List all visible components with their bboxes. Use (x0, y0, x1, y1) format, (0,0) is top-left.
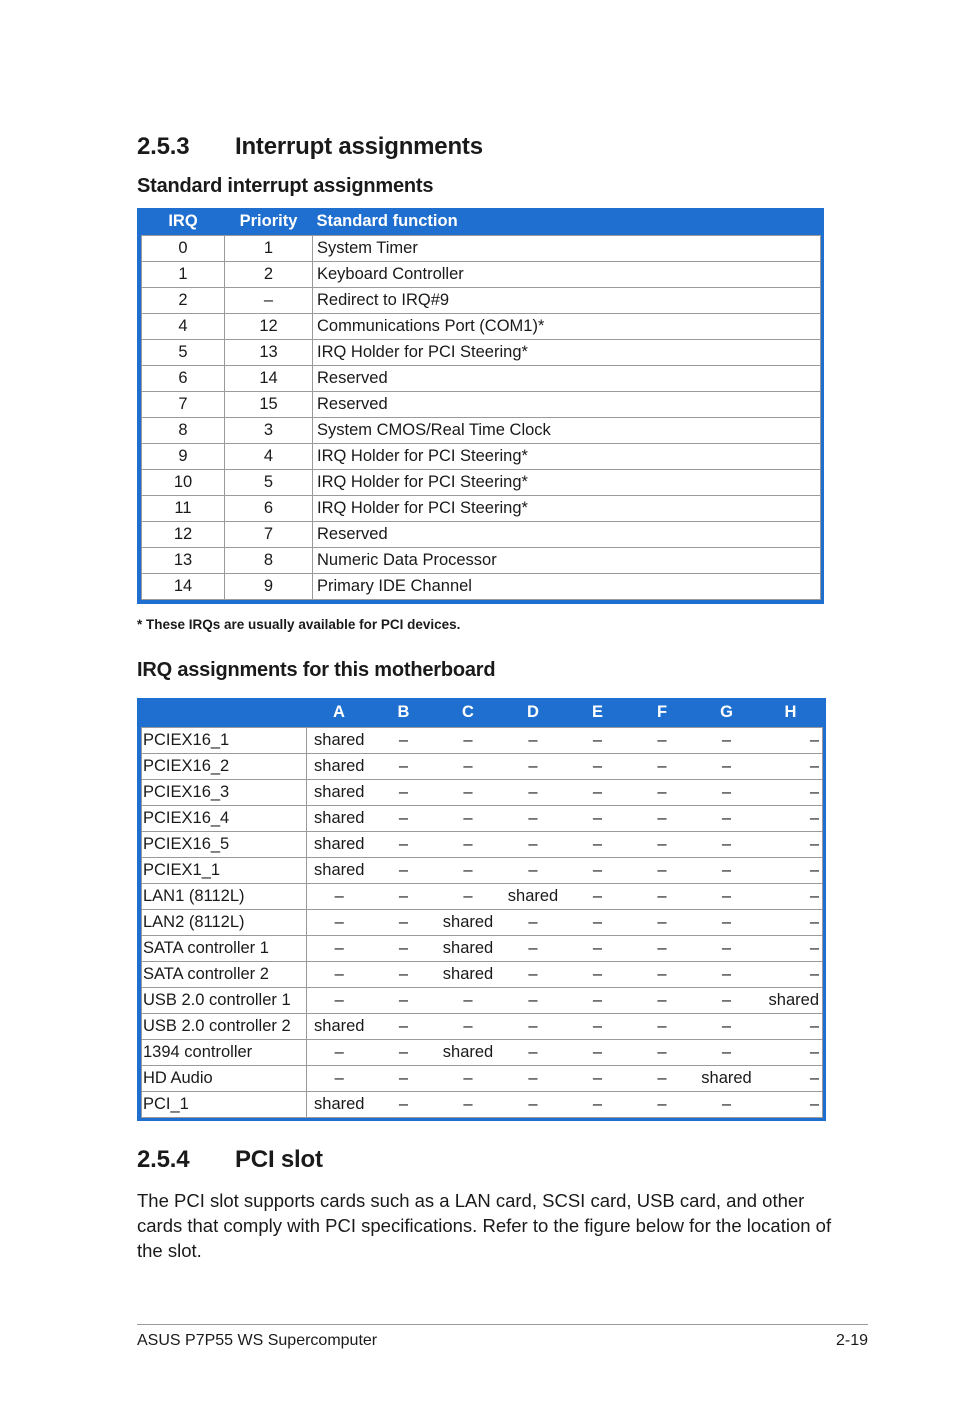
irq-assignment-cell: – (759, 858, 823, 884)
table-row (142, 288, 821, 314)
irq-assignment-cell: – (501, 832, 566, 858)
column-header-int-h: H (784, 703, 797, 721)
section-heading-2-5-4 (137, 1146, 737, 1176)
irq-assignment-cell: – (695, 780, 759, 806)
table-row (142, 988, 823, 1014)
irq-assignment-cell: shared (307, 832, 372, 858)
priority-cell: – (225, 288, 313, 314)
device-name-cell: USB 2.0 controller 1 (142, 988, 307, 1014)
column-header-int-a: A (333, 703, 345, 721)
irq-assignment-cell: – (630, 962, 695, 988)
table-row (142, 522, 821, 548)
irq-assignment-cell: shared (307, 780, 372, 806)
irq-assignment-cell: – (695, 936, 759, 962)
irq-assignment-cell: – (566, 936, 630, 962)
irq-assignment-cell: – (566, 832, 630, 858)
table-row (142, 444, 821, 470)
irq-assignment-cell: – (759, 1014, 823, 1040)
irq-assignment-cell: shared (436, 910, 501, 936)
irq-assignment-cell: – (501, 936, 566, 962)
irq-assignment-cell: – (501, 1014, 566, 1040)
irq-assignment-cell: – (566, 806, 630, 832)
device-name-cell: PCIEX1_1 (142, 858, 307, 884)
device-name-cell: LAN1 (8112L) (142, 884, 307, 910)
irq-assignment-cell: – (566, 1066, 630, 1092)
irq-assignment-cell: – (372, 1014, 436, 1040)
priority-cell: 5 (225, 470, 313, 496)
irq-assignment-cell: – (436, 1014, 501, 1040)
irq-assignment-cell: – (501, 1066, 566, 1092)
function-cell: Keyboard Controller (313, 262, 821, 288)
irq-footnote: * These IRQs are usually available for PCI devices. (137, 617, 461, 632)
function-cell: IRQ Holder for PCI Steering* (313, 444, 821, 470)
irq-assignment-cell: – (566, 754, 630, 780)
irq-assignment-cell: – (501, 780, 566, 806)
irq-assignment-cell: – (372, 780, 436, 806)
irq-assignment-cell: – (759, 832, 823, 858)
irq-assignment-cell: – (759, 1040, 823, 1066)
column-header-int-b: B (397, 703, 410, 721)
table-row (142, 728, 823, 754)
table-row (142, 1040, 823, 1066)
irq-assignment-cell: – (566, 988, 630, 1014)
table-row (142, 418, 821, 444)
function-cell: Reserved (313, 522, 821, 548)
irq-assignment-cell: – (307, 884, 372, 910)
irq-assignment-cell: – (759, 936, 823, 962)
table-row (142, 754, 823, 780)
irq-assignment-cell: – (372, 1040, 436, 1066)
irq-assignment-cell: – (372, 832, 436, 858)
irq-assignment-cell: shared (759, 988, 823, 1014)
irq-assignment-cell: – (695, 728, 759, 754)
table-row (142, 1014, 823, 1040)
irq-assignment-cell: – (630, 858, 695, 884)
irq-assignment-cell: – (436, 988, 501, 1014)
irq-assignment-cell: – (630, 988, 695, 1014)
motherboard-irq-heading: IRQ assignments for this motherboard (137, 659, 496, 681)
standard-interrupt-heading: Standard interrupt assignments (137, 175, 434, 197)
function-cell: IRQ Holder for PCI Steering* (313, 496, 821, 522)
table-row (142, 548, 821, 574)
irq-assignment-cell: – (436, 832, 501, 858)
irq-assignment-cell: – (307, 988, 372, 1014)
irq-assignment-cell: – (630, 832, 695, 858)
irq-assignment-cell: – (759, 884, 823, 910)
irq-assignment-cell: – (630, 780, 695, 806)
irq-assignment-cell: shared (695, 1066, 759, 1092)
irq-assignment-cell: shared (436, 936, 501, 962)
footer-divider (137, 1324, 868, 1325)
irq-assignment-cell: – (436, 754, 501, 780)
motherboard-irq-table (137, 698, 826, 1121)
priority-cell: 13 (225, 340, 313, 366)
priority-cell: 1 (225, 236, 313, 262)
standard-interrupt-table (137, 208, 824, 604)
irq-assignment-cell: – (372, 1066, 436, 1092)
function-cell: Primary IDE Channel (313, 574, 821, 600)
irq-assignment-cell: – (695, 1040, 759, 1066)
section-number: 2.5.4 (137, 1146, 190, 1173)
irq-assignment-cell: – (695, 988, 759, 1014)
priority-cell: 9 (225, 574, 313, 600)
irq-cell: 12 (142, 522, 225, 548)
irq-assignment-cell: – (436, 1092, 501, 1118)
irq-assignment-cell: shared (307, 754, 372, 780)
irq-assignment-cell: – (759, 806, 823, 832)
column-header-priority: Priority (239, 212, 298, 230)
table-row (142, 314, 821, 340)
irq-assignment-cell: – (630, 1040, 695, 1066)
irq-assignment-cell: – (436, 858, 501, 884)
irq-assignment-cell: – (501, 988, 566, 1014)
irq-assignment-cell: – (501, 728, 566, 754)
irq-assignment-cell: – (372, 1092, 436, 1118)
irq-assignment-cell: – (566, 780, 630, 806)
priority-cell: 7 (225, 522, 313, 548)
table-row (142, 574, 821, 600)
table-row (142, 962, 823, 988)
irq-assignment-cell: – (501, 858, 566, 884)
irq-assignment-cell: – (372, 884, 436, 910)
irq-assignment-cell: – (372, 728, 436, 754)
device-name-cell: PCIEX16_5 (142, 832, 307, 858)
irq-assignment-cell: – (630, 806, 695, 832)
irq-assignment-cell: – (436, 780, 501, 806)
function-cell: IRQ Holder for PCI Steering* (313, 470, 821, 496)
irq-assignment-cell: – (630, 1014, 695, 1040)
column-header-irq: IRQ (168, 212, 198, 230)
irq-assignment-cell: – (436, 728, 501, 754)
device-name-cell: LAN2 (8112L) (142, 910, 307, 936)
priority-cell: 3 (225, 418, 313, 444)
irq-assignment-cell: – (630, 728, 695, 754)
irq-assignment-cell: – (630, 910, 695, 936)
irq-assignment-cell: – (566, 728, 630, 754)
irq-cell: 9 (142, 444, 225, 470)
device-name-cell: HD Audio (142, 1066, 307, 1092)
irq-assignment-cell: – (566, 884, 630, 910)
irq-assignment-cell: – (372, 806, 436, 832)
irq-assignment-cell: – (307, 910, 372, 936)
irq-cell: 4 (142, 314, 225, 340)
irq-assignment-cell: – (307, 1040, 372, 1066)
irq-cell: 14 (142, 574, 225, 600)
irq-assignment-cell: – (566, 1014, 630, 1040)
irq-assignment-cell: – (630, 1066, 695, 1092)
device-name-cell: PCIEX16_3 (142, 780, 307, 806)
priority-cell: 4 (225, 444, 313, 470)
irq-assignment-cell: – (372, 858, 436, 884)
table-row (142, 340, 821, 366)
irq-cell: 5 (142, 340, 225, 366)
irq-assignment-cell: – (436, 1066, 501, 1092)
irq-assignment-cell: – (436, 884, 501, 910)
footer-product-name: ASUS P7P55 WS Supercomputer (137, 1332, 378, 1349)
function-cell: Communications Port (COM1)* (313, 314, 821, 340)
irq-assignment-cell: – (695, 858, 759, 884)
device-name-cell: PCIEX16_4 (142, 806, 307, 832)
function-cell: Numeric Data Processor (313, 548, 821, 574)
irq-cell: 13 (142, 548, 225, 574)
irq-assignment-cell: – (501, 910, 566, 936)
table-row (142, 236, 821, 262)
irq-assignment-cell: – (759, 754, 823, 780)
irq-assignment-cell: – (695, 1092, 759, 1118)
device-name-cell: SATA controller 1 (142, 936, 307, 962)
irq-assignment-cell: shared (436, 1040, 501, 1066)
irq-assignment-cell: shared (307, 728, 372, 754)
table-row (142, 262, 821, 288)
irq-assignment-cell: – (695, 962, 759, 988)
irq-cell: 11 (142, 496, 225, 522)
device-name-cell: SATA controller 2 (142, 962, 307, 988)
irq-assignment-cell: – (372, 936, 436, 962)
irq-assignment-cell: – (436, 806, 501, 832)
irq-cell: 2 (142, 288, 225, 314)
irq-cell: 0 (142, 236, 225, 262)
table-row (142, 884, 823, 910)
irq-assignment-cell: – (372, 910, 436, 936)
function-cell: System CMOS/Real Time Clock (313, 418, 821, 444)
function-cell: Reserved (313, 366, 821, 392)
irq-assignment-cell: – (566, 910, 630, 936)
table-header-row (142, 208, 821, 236)
irq-assignment-cell: – (372, 962, 436, 988)
table-row (142, 780, 823, 806)
irq-assignment-cell: – (307, 936, 372, 962)
irq-assignment-cell: – (501, 1040, 566, 1066)
table-row (142, 1066, 823, 1092)
irq-assignment-cell: – (566, 962, 630, 988)
irq-cell: 10 (142, 470, 225, 496)
irq-assignment-cell: shared (307, 806, 372, 832)
irq-assignment-cell: – (630, 936, 695, 962)
pci-slot-description: The PCI slot supports cards such as a LAN card, SCSI card, USB card, and other cards that comply with PCI specifications. Refer to the figure below for the location of the slot. (137, 1190, 832, 1261)
function-cell: Redirect to IRQ#9 (313, 288, 821, 314)
irq-assignment-cell: – (372, 754, 436, 780)
table-row (142, 936, 823, 962)
table-row (142, 1092, 823, 1118)
table-header-row (142, 698, 823, 728)
table-row (142, 366, 821, 392)
table-row (142, 470, 821, 496)
irq-assignment-cell: – (372, 988, 436, 1014)
table-row (142, 496, 821, 522)
column-header-int-d: D (527, 703, 539, 721)
irq-cell: 7 (142, 392, 225, 418)
irq-assignment-cell: – (759, 1066, 823, 1092)
irq-assignment-cell: – (566, 858, 630, 884)
table-row (142, 858, 823, 884)
device-name-cell: PCIEX16_1 (142, 728, 307, 754)
irq-assignment-cell: – (630, 884, 695, 910)
table-row (142, 910, 823, 936)
irq-assignment-cell: – (695, 832, 759, 858)
column-header-int-c: C (462, 703, 474, 721)
function-cell: System Timer (313, 236, 821, 262)
priority-cell: 15 (225, 392, 313, 418)
irq-cell: 1 (142, 262, 225, 288)
irq-assignment-cell: – (759, 728, 823, 754)
section-heading-2-5-3 (137, 133, 737, 163)
irq-assignment-cell: – (566, 1040, 630, 1066)
device-name-cell: PCIEX16_2 (142, 754, 307, 780)
priority-cell: 8 (225, 548, 313, 574)
irq-assignment-cell: – (501, 962, 566, 988)
function-cell: IRQ Holder for PCI Steering* (313, 340, 821, 366)
table-row (142, 832, 823, 858)
irq-assignment-cell: shared (307, 858, 372, 884)
device-name-cell: USB 2.0 controller 2 (142, 1014, 307, 1040)
irq-assignment-cell: – (307, 962, 372, 988)
irq-assignment-cell: – (630, 1092, 695, 1118)
column-header-int-e: E (591, 703, 603, 721)
irq-assignment-cell: – (695, 806, 759, 832)
section-number: 2.5.3 (137, 133, 190, 160)
function-cell: Reserved (313, 392, 821, 418)
table-row (142, 806, 823, 832)
irq-assignment-cell: – (501, 806, 566, 832)
table-row (142, 392, 821, 418)
irq-assignment-cell: – (501, 1092, 566, 1118)
irq-assignment-cell: – (759, 1092, 823, 1118)
irq-assignment-cell: – (759, 962, 823, 988)
priority-cell: 14 (225, 366, 313, 392)
column-header-int-f: F (656, 703, 668, 721)
irq-assignment-cell: – (759, 780, 823, 806)
footer-page-number: 2-19 (835, 1332, 868, 1349)
irq-assignment-cell: – (695, 1014, 759, 1040)
column-header-int-g: G (720, 703, 733, 721)
irq-assignment-cell: shared (436, 962, 501, 988)
irq-assignment-cell: shared (307, 1014, 372, 1040)
device-name-cell: PCI_1 (142, 1092, 307, 1118)
irq-cell: 8 (142, 418, 225, 444)
irq-assignment-cell: – (695, 754, 759, 780)
section-title: Interrupt assignments (235, 133, 483, 160)
irq-assignment-cell: – (307, 1066, 372, 1092)
irq-assignment-cell: shared (307, 1092, 372, 1118)
irq-assignment-cell: – (566, 1092, 630, 1118)
irq-assignment-cell: – (695, 910, 759, 936)
irq-cell: 6 (142, 366, 225, 392)
irq-assignment-cell: – (695, 884, 759, 910)
section-title: PCI slot (235, 1146, 323, 1173)
column-header-function: Standard function (316, 212, 458, 230)
irq-assignment-cell: – (501, 754, 566, 780)
device-name-cell: 1394 controller (142, 1040, 307, 1066)
priority-cell: 6 (225, 496, 313, 522)
column-header-device (142, 698, 307, 728)
priority-cell: 2 (225, 262, 313, 288)
priority-cell: 12 (225, 314, 313, 340)
irq-assignment-cell: shared (501, 884, 566, 910)
irq-assignment-cell: – (759, 910, 823, 936)
irq-assignment-cell: – (630, 754, 695, 780)
